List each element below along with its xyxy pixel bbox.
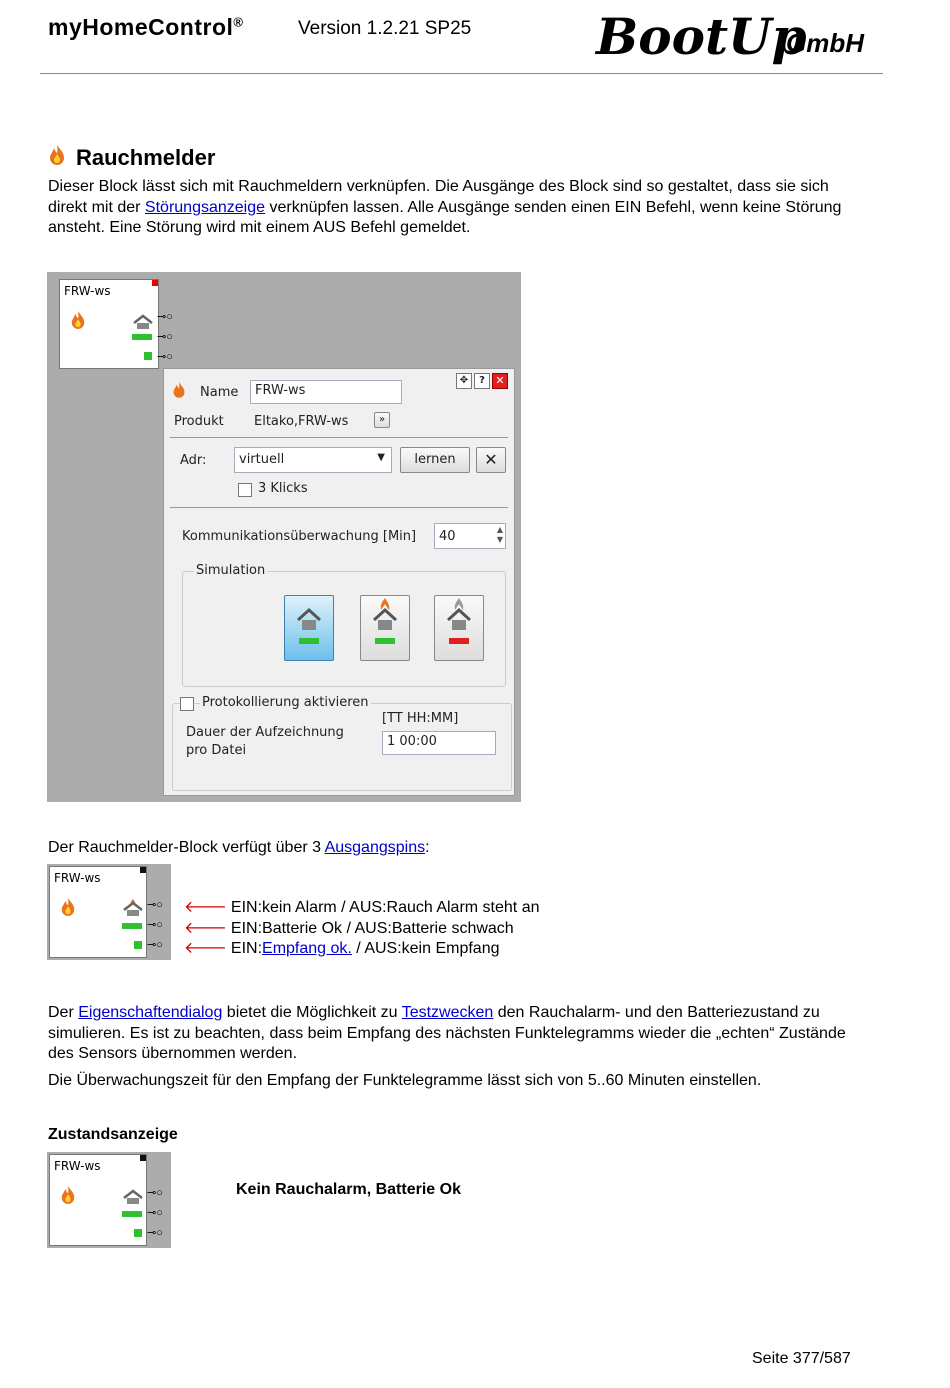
header-divider [40, 73, 883, 74]
chevron-down-icon: ▼ [377, 452, 385, 463]
flame-icon [60, 897, 76, 917]
smoke-detector-block [49, 1154, 147, 1246]
arrow-left-icon: 🡐 [184, 899, 227, 916]
protocol-label: Protokollierung aktivieren [202, 695, 369, 710]
properties-paragraph: Der Eigenschaftendialog bietet die Möglichkeit zu Testzwecken den Rauchalarm- und den Batteriezustand zu simulieren. Es ist zu beachten, dass beim Empfang des nächsten Funktelegramms wieder die „echten“ Zustände des Sensors übernommen werden. [48, 1004, 846, 1062]
flame-icon [172, 381, 186, 399]
output-pin-3: ⊸○ [147, 1227, 163, 1239]
duration-label-line2: pro Datei [186, 743, 247, 758]
sim-smoke-alarm-button[interactable] [360, 595, 410, 661]
smoke-detector-block[interactable] [59, 279, 159, 369]
name-input[interactable]: FRW-ws [250, 380, 402, 404]
page-number: Seite 377/587 [752, 1350, 851, 1367]
three-clicks-checkbox[interactable] [238, 483, 252, 497]
duration-format: [TT HH:MM] [382, 711, 459, 726]
simulation-label: Simulation [196, 563, 266, 578]
smoke-detector-block [49, 866, 147, 958]
sim-battery-low-button[interactable] [434, 595, 484, 661]
status-corner [152, 280, 158, 286]
name-label: Name [200, 385, 239, 400]
eigenschaftendialog-link[interactable]: Eigenschaftendialog [78, 1004, 223, 1021]
sim-no-alarm-button[interactable] [284, 595, 334, 661]
state-block-image [47, 1152, 171, 1248]
flame-icon [70, 310, 86, 330]
state-caption: Kein Rauchalarm, Batterie Ok [236, 1181, 461, 1198]
flame-icon [60, 1185, 76, 1205]
output-pin-3[interactable]: ⊸○ [157, 351, 173, 363]
intro-paragraph: Dieser Block lässt sich mit Rauchmeldern verknüpfen. Die Ausgänge des Block sind so gestaltet, dass sie sich direkt mit der Störungsanzeige verknüpfen lassen. Alle Ausgänge senden einen EIN Befehl, wenn keine Störung ansteht. Eine Störung wird mit einem AUS Befehl gemeldet. [48, 178, 842, 236]
comm-monitor-label: Kommunikationsüberwachung [Min] [182, 529, 417, 544]
stoerungsanzeige-link[interactable]: Störungsanzeige [144, 198, 266, 216]
address-label: Adr: [180, 453, 207, 468]
house-icon [122, 899, 144, 917]
output-pin-1[interactable]: ⊸○ [157, 311, 173, 323]
output-pin-2: ⊸○ [147, 919, 163, 931]
testzwecken-link[interactable]: Testzwecken [401, 1004, 494, 1021]
app-name: myHomeControl® [48, 14, 244, 40]
battery-ok-indicator [132, 334, 152, 340]
app-version: Version 1.2.21 SP25 [298, 18, 472, 39]
product-value: Eltako,FRW-ws [254, 414, 349, 429]
protocol-checkbox[interactable] [180, 697, 194, 711]
ausgangspins-link[interactable]: Ausgangspins [324, 839, 426, 856]
output-pin-1: ⊸○ [147, 899, 163, 911]
section-title [48, 144, 215, 172]
move-icon[interactable]: ✥ [456, 373, 472, 389]
help-icon[interactable]: ? [474, 373, 490, 389]
arrow-left-icon: 🡐 [184, 919, 227, 937]
status-corner [140, 1155, 146, 1161]
house-icon [132, 314, 154, 330]
output-pin-2: ⊸○ [147, 1207, 163, 1219]
comm-monitor-input[interactable]: 40 ▲ ▼ [434, 523, 506, 549]
battery-ok-indicator [122, 923, 142, 929]
section-title-text: Rauchmelder [76, 145, 216, 170]
block-name: FRW-ws [64, 284, 111, 298]
block-name: FRW-ws [54, 871, 101, 885]
state-heading: Zustandsanzeige [48, 1126, 178, 1143]
output-pin-3: ⊸○ [147, 939, 163, 951]
dialog-screenshot [47, 272, 521, 802]
learn-button[interactable]: lernen [400, 447, 470, 473]
duration-label: Dauer der Aufzeichnung [186, 725, 344, 740]
pin-description-1: 🡐 EIN:kein Alarm / AUS:Rauch Alarm steht an [184, 899, 540, 916]
pin-description-3: 🡐 EIN:Empfang ok. / AUS:kein Empfang [184, 940, 500, 957]
arrow-left-icon: 🡐 [184, 940, 227, 957]
address-select[interactable]: virtuell ▼ [234, 447, 392, 473]
house-icon [122, 1189, 144, 1205]
signal-icon [134, 1229, 142, 1237]
signal-icon [134, 941, 142, 949]
properties-dialog [163, 368, 515, 796]
status-corner [140, 867, 146, 873]
empfang-ok-link[interactable]: Empfang ok. [262, 940, 352, 957]
monitor-paragraph: Die Überwachungszeit für den Empfang der Funktelegramme lässt sich von 5..60 Minuten einstellen. [48, 1072, 762, 1089]
battery-ok-indicator [122, 1211, 142, 1217]
output-pin-1: ⊸○ [147, 1187, 163, 1199]
block-name: FRW-ws [54, 1159, 101, 1173]
output-pin-2[interactable]: ⊸○ [157, 331, 173, 343]
product-label: Produkt [174, 414, 224, 429]
pin-descriptions [184, 896, 539, 958]
pin-description-2: 🡐 EIN:Batterie Ok / AUS:Batterie schwach [184, 919, 514, 937]
spinner-icon: ▲ ▼ [496, 525, 503, 544]
close-icon[interactable]: ✕ [492, 373, 508, 389]
signal-icon [144, 352, 152, 360]
pins-intro: Der Rauchmelder-Block verfügt über 3 Ausgangspins: [48, 839, 430, 856]
product-select-button[interactable]: » [374, 412, 390, 428]
company-logo [594, 6, 874, 73]
flame-icon [48, 144, 66, 172]
clear-address-button[interactable]: ✕ [476, 447, 506, 473]
three-clicks-label: 3 Klicks [258, 481, 308, 496]
duration-input[interactable]: 1 00:00 [382, 731, 496, 755]
pins-block-image [47, 864, 171, 960]
svg-text:GmbH: GmbH [786, 28, 864, 58]
svg-text:BootUp: BootUp [596, 7, 807, 66]
